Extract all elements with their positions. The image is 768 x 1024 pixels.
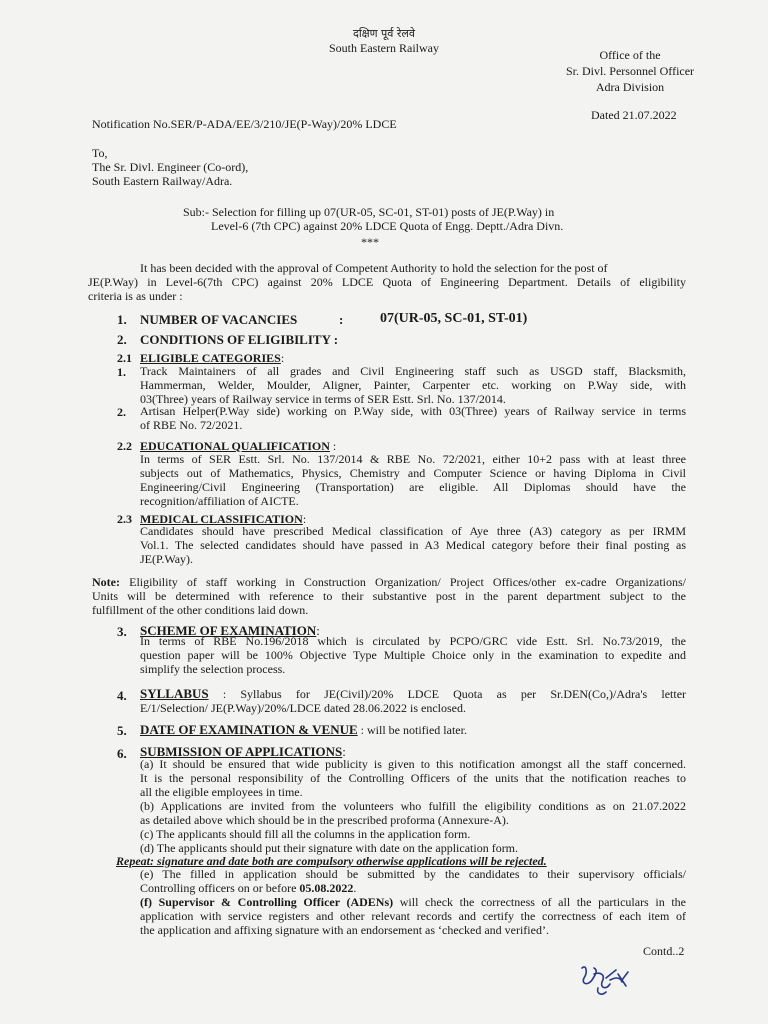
s22-text [140, 452, 686, 508]
s6-e-line: Controlling officers on or before [140, 881, 300, 895]
s6-number: 6. [117, 746, 127, 761]
s1-number: 1. [117, 312, 127, 327]
address-line-2: The Sr. Divl. Engineer (Co-ord), [92, 160, 249, 174]
s22-number: 2.2 [117, 439, 132, 453]
s6-e-line: (e) The filled in application should be submitted by the candidates to their supervisory officials/ [140, 867, 686, 881]
s21-item2-line: Artisan Helper(P.Way side) working on P.Way side, with 03(Three) years of Railway service in terms [140, 404, 686, 418]
s3-title: SCHEME OF EXAMINATION [140, 623, 317, 638]
s6-a-line: (a) It should be ensured that wide publicity is given to this notification amongst all the staff concerned. [140, 757, 686, 771]
s21-item1-line: Track Maintainers of all grades and Civil Engineering staff such as USGD staff, Blacksmith, [140, 364, 686, 378]
s23-number: 2.3 [117, 512, 132, 526]
s22-line: recognition/affiliation of AICTE. [140, 494, 299, 508]
s4-number: 4. [117, 688, 127, 703]
notification-number: Notification No.SER/P-ADA/EE/3/210/JE(P-Way)/20% LDCE [92, 117, 397, 131]
s5-text: : will be notified later. [360, 723, 467, 737]
s6-heading: SUBMISSION OF APPLICATIONS: [140, 744, 346, 759]
s6-title: SUBMISSION OF APPLICATIONS [140, 744, 343, 759]
note-line: Eligibility of staff working in Construction Organization/ Project Offices/other ex-cadre Organizations/ [129, 575, 686, 589]
s21-item1-text [140, 364, 686, 406]
s6-e-line-end: . [353, 881, 357, 895]
s2-number: 2. [117, 332, 127, 347]
subject-line-2: Level-6 (7th CPC) against 20% LDCE Quota of Engg. Deptt./Adra Divn. [211, 219, 564, 233]
s6-f-text [140, 895, 686, 937]
s5-title: DATE OF EXAMINATION & VENUE [140, 722, 358, 737]
s22-line: In terms of SER Estt. Srl. No. 137/2014 & RBE No. 72/2021, either 10+2 pass with at least three [140, 452, 686, 466]
s6-a-line: all the eligible employees in time. [140, 785, 303, 799]
address-line-1: To, [92, 146, 108, 160]
signature-mark [576, 960, 636, 1000]
s21-item2-number: 2. [117, 405, 126, 419]
s21-item1-number: 1. [117, 365, 126, 379]
s5-number: 5. [117, 723, 127, 738]
s23-heading: MEDICAL CLASSIFICATION: [140, 512, 307, 526]
s23-line: Candidates should have prescribed Medical classification of Aye three (A3) category as per IRMM [140, 524, 686, 538]
s21-item1-line: 03(Three) years of Railway service in terms of SER Estt. Srl. No. 137/2014. [140, 392, 506, 406]
s4-line: E/1/Selection/ JE(P.Way)/20%/LDCE dated 28.06.2022 is enclosed. [140, 701, 466, 715]
s3-line: In terms of RBE No.196/2018 which is circulated by PCPO/GRC vide Estt. Srl. No.73/2019, the [140, 634, 686, 648]
s6-b-text [140, 799, 686, 827]
s6-a-text [140, 757, 686, 799]
subject-stars: *** [361, 235, 379, 249]
s6-a-line: It is the personal responsibility of the Controlling Officers of the units that the notification reaches to [140, 771, 686, 785]
note-label: Note: [92, 575, 120, 589]
s21-item2-line: of RBE No. 72/2021. [140, 418, 243, 432]
s6-b-line: (b) Applications are invited from the volunteers who fulfill the eligibility conditions as on 21.07.2022 [140, 799, 686, 813]
note-line: Units will be determined with reference to their substantive post in the parent department subject to the [92, 589, 686, 603]
s6-c-text: (c) The applicants should fill all the columns in the application form. [140, 827, 471, 841]
s21-item2-text [140, 404, 686, 432]
intro-line-3: criteria is as under : [88, 289, 183, 303]
office-line-3: Adra Division [595, 80, 665, 94]
address-block [92, 146, 248, 188]
intro-line-2: JE(P.Way) in Level-6(7th CPC) against 20% LDCE Quota of Engineering Department. Details of eligibility [88, 275, 686, 289]
s23-line: Vol.1. The selected candidates should have passed in A3 Medical category before their final posting as [140, 538, 686, 552]
s23-line: JE(P.Way). [140, 552, 194, 566]
s6-d-text: (d) The applicants should put their signature with date on the application form. [140, 841, 519, 855]
s23-title: MEDICAL CLASSIFICATION [140, 512, 303, 526]
s21-item1-line: Hammerman, Welder, Moulder, Aligner, Painter, Carpenter etc. working on P.Way side, with [140, 378, 686, 392]
contd-note: Contd..2 [643, 944, 685, 958]
office-line-2: Sr. Divl. Personnel Officer [565, 64, 695, 78]
s6-f-line: will check the correctness of all the particulars in the [393, 895, 686, 909]
s22-heading: EDUCATIONAL QUALIFICATION : [140, 439, 337, 453]
dated: Dated 21.07.2022 [591, 108, 677, 122]
s4-text [140, 687, 686, 715]
note-line: fulfillment of the other conditions laid down. [92, 603, 309, 617]
repeat-warning: Repeat: signature and date both are compulsory otherwise applications will be rejected. [116, 854, 547, 868]
subject-line-1: Sub:- Selection for filling up 07(UR-05, SC-01, ST-01) posts of JE(P.Way) in [183, 205, 555, 219]
s1-title: NUMBER OF VACANCIES [140, 312, 298, 327]
s3-text [140, 634, 686, 676]
s21-number: 2.1 [117, 351, 132, 365]
s1-value: 07(UR-05, SC-01, ST-01) [380, 311, 528, 326]
intro-paragraph [88, 261, 686, 303]
s3-heading: SCHEME OF EXAMINATION: [140, 623, 320, 638]
s23-text [140, 524, 686, 566]
office-block [555, 47, 705, 95]
s21-heading: ELIGIBLE CATEGORIES: [140, 351, 285, 365]
s22-title: EDUCATIONAL QUALIFICATION [140, 439, 330, 453]
s6-f-line: the application and affixing signature with an endorsement as ‘checked and verified’. [140, 923, 549, 937]
note-paragraph [92, 575, 686, 617]
s5-heading [140, 722, 467, 738]
address-line-3: South Eastern Railway/Adra. [92, 174, 233, 188]
intro-line-1: It has been decided with the approval of Competent Authority to hold the selection for the post of [140, 261, 608, 275]
s6-b-line: as detailed above which should be in the prescribed proforma (Annexure-A). [140, 813, 509, 827]
s2-title: CONDITIONS OF ELIGIBILITY : [140, 332, 339, 347]
s22-line: Engineering/Civil Engineering (Transportation) are eligible. All Diplomas should have the [140, 480, 686, 494]
s3-number: 3. [117, 624, 127, 639]
s4-line: : Syllabus for JE(Civil)/20% LDCE Quota as per Sr.DEN(Co,)/Adra's letter [222, 687, 687, 701]
s3-line: question paper will be 100% Objective Type Multiple Choice only in the examination to expedite and [140, 648, 686, 662]
s4-title: SYLLABUS [140, 686, 209, 701]
office-line-1: Office of the [599, 48, 661, 62]
org-name: South Eastern Railway [329, 41, 439, 55]
s6-e-text [140, 867, 686, 895]
s21-title: ELIGIBLE CATEGORIES [140, 351, 281, 365]
s3-line: simplify the selection process. [140, 662, 286, 676]
s1-colon: : [339, 312, 344, 327]
s6-f-label: (f) Supervisor & Controlling Officer (ADENs) [140, 895, 394, 909]
s6-e-date: 05.08.2022 [299, 881, 354, 895]
s22-line: subjects out of Mathematics, Physics, Chemistry and Computer Science or having Diploma in Civil [140, 466, 686, 480]
s6-f-line: application with service registers and other relevant records and certify the correctness of each item of [140, 909, 686, 923]
hindi-org-name: दक्षिण पूर्व रेलवे [353, 27, 415, 40]
